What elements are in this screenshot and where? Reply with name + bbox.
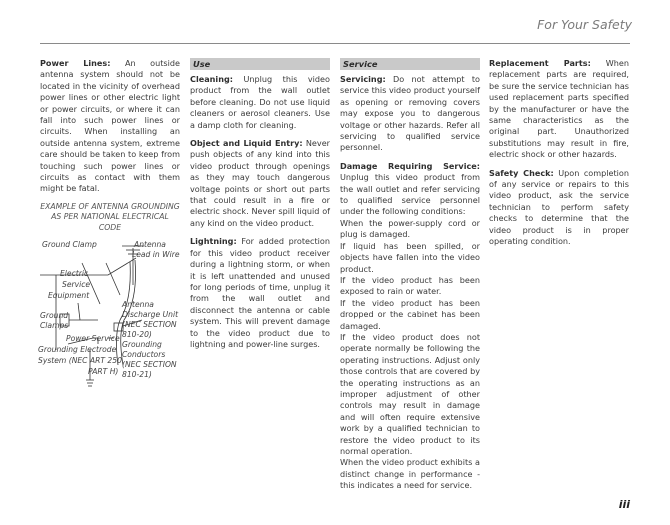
- label-discharge-4: 810-20): [122, 330, 152, 340]
- object-entry-paragraph: [190, 138, 330, 229]
- servicing-term: Servicing:: [340, 74, 386, 84]
- replacement-term: Replacement Parts:: [489, 58, 591, 68]
- label-power-service-2: Grounding Electrode: [38, 345, 117, 355]
- cleaning-paragraph: [190, 74, 330, 131]
- label-conductors-4: 810-21): [122, 370, 152, 380]
- safety-check-paragraph: [489, 168, 629, 248]
- label-antenna-lead-in-1: Antenna: [134, 240, 166, 250]
- condition-item: If the video product does not operate normally be following the operating instructions. Adjust only those controls that are covered by the operating instructions as an improper adjustment of other controls may result in damage and will often require extensive work by a qualified technician to restore the video product to its normal operation.: [340, 331, 480, 456]
- damage-text: Unplug this video product from the wall outlet and refer servicing to qualified service personnel under the following conditions:: [340, 172, 480, 217]
- condition-item: If the video product has been exposed to rain or water.: [340, 274, 480, 297]
- label-antenna-lead-in-2: Lead in Wire: [132, 250, 180, 260]
- damage-term: Damage Requiring Service:: [340, 160, 480, 171]
- replacement-paragraph: [489, 58, 629, 161]
- header-rule: [40, 43, 630, 44]
- label-conductors-2: Conductors: [122, 350, 166, 360]
- label-ground-clamps-2: Clamps: [40, 321, 69, 331]
- servicing-text: Do not attempt to service this video product yourself as opening or removing covers may expose you to dangerous voltage or other hazards. Refer all servicing to qualified service personnel.: [340, 74, 480, 153]
- power-lines-paragraph: [40, 58, 180, 195]
- section-heading-use: Use: [190, 58, 330, 70]
- label-ground-clamps-1: Ground: [40, 311, 69, 321]
- label-power-service-4: PART H): [88, 367, 119, 377]
- page-number: iii: [618, 498, 630, 511]
- column-replacement: [489, 58, 629, 255]
- label-power-service-1: Power Service: [66, 334, 120, 344]
- label-discharge-2: Discharge Unit: [122, 310, 179, 320]
- diagram-caption-line1: EXAMPLE OF ANTENNA GROUNDING: [40, 201, 180, 211]
- damage-paragraph: [340, 161, 480, 218]
- object-entry-term: Object and Liquid Entry:: [190, 138, 303, 149]
- object-entry-text: Never push objects of any kind into this video product through openings as they may touch dangerous voltage points or short out parts that could result in a fire or electric shock. Never spill liquid of any kind on the video product.: [190, 138, 330, 228]
- label-electric-3: Equipment: [48, 291, 90, 301]
- cleaning-term: Cleaning:: [190, 74, 233, 84]
- label-ground-clamp: Ground Clamp: [42, 240, 97, 250]
- label-conductors-3: (NEC SECTION: [122, 360, 177, 370]
- label-power-service-3: System (NEC ART 250.: [38, 356, 125, 366]
- condition-item: When the video product exhibits a distinct change in performance - this indicates a need for service.: [340, 457, 480, 491]
- servicing-paragraph: [340, 74, 480, 154]
- lightning-term: Lightning:: [190, 236, 237, 247]
- condition-item: If liquid has been spilled, or objects have fallen into the video product.: [340, 240, 480, 274]
- replacement-text: When replacement parts are required, be sure the service technician has used replacement parts specified by the manufacturer or have the same characteristics as the original part. Unauthorized substitutions may result in fire, electric shock or other hazards.: [489, 58, 629, 160]
- condition-item: If the video product has been dropped or the cabinet has been damaged.: [340, 297, 480, 331]
- section-heading-service: Service: [340, 58, 480, 70]
- label-conductors-1: Grounding: [122, 340, 162, 350]
- cleaning-text: Unplug this video product from the wall outlet before cleaning. Do not use liquid cleaners or aerosol cleaners. Use a damp cloth for cleaning.: [190, 74, 330, 130]
- diagram-caption-line2: AS PER NATIONAL ELECTRICAL CODE: [51, 212, 169, 232]
- column-service: [340, 58, 480, 492]
- page-header-title: For Your Safety: [537, 17, 632, 32]
- lightning-text: For added protection for this video product receiver during a lightning storm, or when it is left unattended and unused for long periods of time, unplug it from the wall outlet and disconnect the antenna or cable system. This will prevent damage to the video product due to lightning and power-line surges.: [190, 236, 330, 349]
- column-use: [190, 58, 330, 357]
- label-discharge-3: (NEC SECTION: [122, 320, 177, 330]
- column-power-lines: [40, 58, 180, 390]
- antenna-grounding-diagram: [38, 240, 188, 390]
- power-lines-term: Power Lines:: [40, 58, 111, 68]
- safety-check-text: Upon completion of any service or repairs to this video product, ask the service technician to perform safety checks to determine that the video product is in proper operating condition.: [489, 167, 629, 247]
- lightning-paragraph: [190, 236, 330, 350]
- diagram-caption: [40, 202, 180, 234]
- label-discharge-1: Antenna: [122, 300, 154, 310]
- label-electric-1: Electric: [60, 269, 89, 279]
- label-electric-2: Service: [62, 280, 91, 290]
- condition-item: When the power-supply cord or plug is damaged.: [340, 217, 480, 240]
- power-lines-text: An outside antenna system should not be located in the vicinity of overhead power lines or other electric light or power circuits, or where it can fall into such power lines or circuits. When installing an outside antenna system, extreme care should be taken to keep from touching such power lines or circuits as contact with them might be fatal.: [40, 58, 180, 194]
- safety-check-term: Safety Check:: [489, 167, 554, 178]
